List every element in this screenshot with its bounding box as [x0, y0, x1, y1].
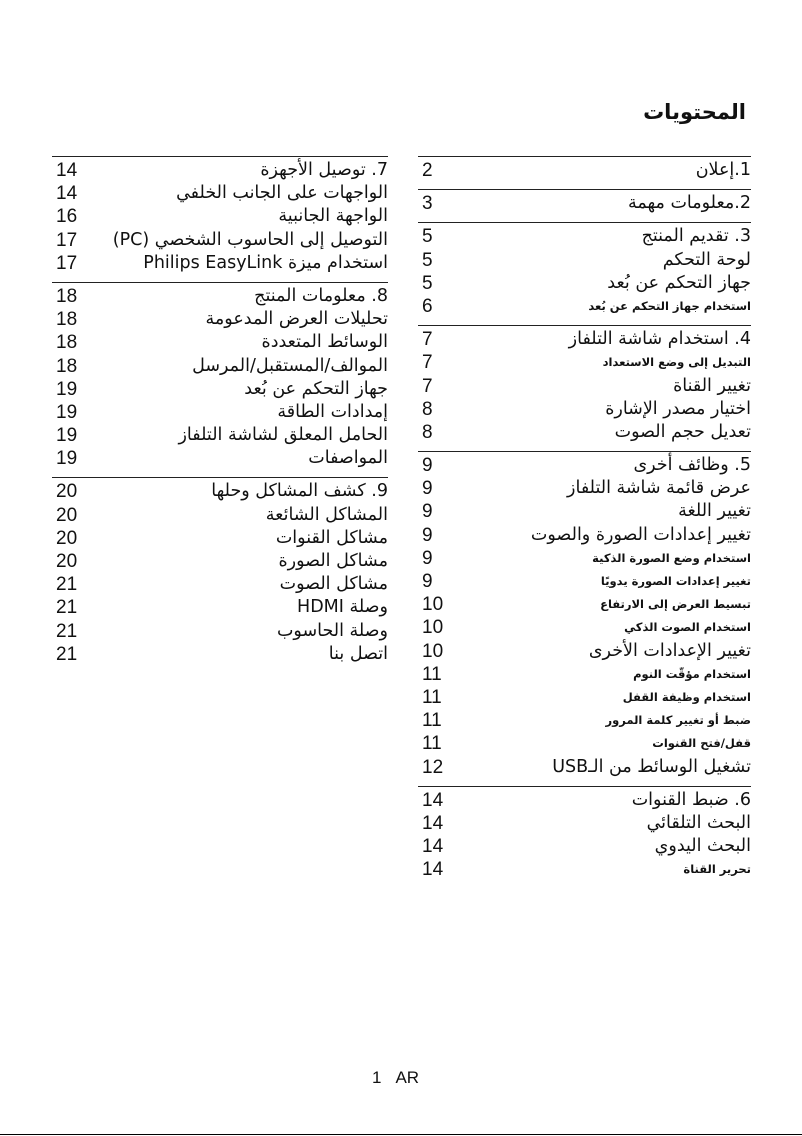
toc-page-number: 20 — [56, 527, 78, 549]
toc-entry[interactable] — [418, 812, 751, 835]
toc-entry-label: 2.معلومات مهمة — [627, 193, 751, 214]
toc-page-number: 7 — [422, 352, 433, 374]
toc-entry-label: تعديل حجم الصوت — [614, 421, 751, 442]
toc-entry-label: قفل/فتح القنوات — [652, 736, 751, 751]
toc-page-number: 9 — [422, 571, 433, 592]
toc-entry-label: 6. ضبط القنوات — [631, 789, 751, 810]
toc-entry-label: التوصيل إلى الحاسوب الشخصي (PC) — [112, 229, 388, 250]
toc-page-number: 9 — [422, 501, 433, 523]
toc-entry-label: 1.إعلان — [695, 160, 751, 180]
toc-entry[interactable] — [418, 295, 751, 318]
toc-entry-label: المواصفات — [308, 448, 388, 469]
toc-entry-label: استخدام جهاز التحكم عن بُعد — [588, 298, 751, 313]
toc-entry[interactable] — [52, 643, 388, 666]
toc-entry-label: تغيير الإعدادات الأخرى — [588, 640, 751, 661]
toc-entry-label: الوسائط المتعددة — [261, 332, 388, 353]
toc-page-number: 10 — [422, 594, 444, 616]
toc-page-number: 9 — [422, 524, 433, 546]
toc-entry[interactable] — [52, 447, 388, 470]
toc-entry[interactable] — [418, 709, 751, 732]
toc-page-number: 11 — [422, 733, 442, 755]
toc-page-number: 14 — [422, 859, 444, 881]
toc-page-number: 16 — [56, 206, 78, 228]
toc-entry-label: الواجهة الجانبية — [278, 206, 388, 227]
toc-page-number: 19 — [56, 448, 78, 470]
toc-page-number: 7 — [422, 375, 433, 397]
toc-entry[interactable] — [52, 378, 388, 401]
toc-page-number: 20 — [56, 481, 78, 503]
toc-page-number: 7 — [422, 329, 433, 351]
toc-page-number: 19 — [56, 378, 78, 400]
toc-entry[interactable] — [52, 596, 388, 619]
toc-entry[interactable] — [418, 858, 751, 881]
footer-page-number: 1 — [372, 1068, 382, 1087]
toc-entry-label: استخدام ميزة Philips EasyLink — [143, 252, 388, 273]
toc-section — [418, 156, 751, 182]
toc-entry[interactable] — [418, 225, 751, 248]
toc-entry-label: استخدام وظيفة القفل — [622, 689, 751, 704]
toc-entry-label: تحرير القناة — [683, 862, 751, 877]
toc-page-number: 10 — [422, 617, 444, 639]
toc-entry[interactable] — [418, 732, 751, 755]
toc-entry[interactable] — [418, 500, 751, 523]
toc-entry[interactable] — [52, 159, 388, 182]
toc-entry-label: مشاكل الصورة — [278, 551, 388, 571]
toc-section — [52, 477, 388, 666]
toc-entry-label: التبديل إلى وضع الاستعداد — [602, 355, 751, 370]
toc-entry[interactable] — [418, 421, 751, 444]
toc-entry-label: المشاكل الشائعة — [265, 504, 388, 525]
toc-entry[interactable] — [418, 524, 751, 547]
toc-entry[interactable] — [418, 328, 751, 351]
toc-entry-label: استخدام وضع الصورة الذكية — [592, 550, 751, 565]
toc-entry[interactable] — [418, 616, 751, 639]
toc-section — [418, 222, 751, 318]
toc-entry[interactable] — [52, 504, 388, 527]
toc-page-number: 14 — [56, 183, 78, 205]
toc-page-number: 9 — [422, 547, 433, 569]
toc-section — [418, 786, 751, 882]
toc-entry[interactable] — [52, 205, 388, 228]
toc-entry[interactable] — [52, 620, 388, 643]
toc-left-column — [52, 156, 388, 673]
toc-entry-label: تغيير إعدادات الصورة يدويًا — [600, 574, 751, 588]
toc-entry-label: 7. توصيل الأجهزة — [260, 160, 388, 180]
toc-entry-label: لوحة التحكم — [662, 249, 751, 270]
toc-entry-label: استخدام مؤقّت النوم — [633, 666, 751, 681]
toc-entry[interactable] — [52, 252, 388, 275]
toc-page-number: 14 — [422, 789, 444, 811]
toc-entry[interactable] — [52, 401, 388, 424]
toc-entry[interactable] — [418, 477, 751, 500]
toc-page-number: 21 — [56, 620, 78, 642]
toc-entry-label: 4. استخدام شاشة التلفاز — [568, 329, 751, 350]
page-footer — [372, 1068, 433, 1088]
toc-entry-label: تغيير اللغة — [678, 501, 751, 522]
toc-entry-label: تحليلات العرض المدعومة — [205, 309, 388, 330]
toc-entry[interactable] — [418, 192, 751, 215]
toc-entry[interactable] — [418, 756, 751, 779]
toc-page-number: 9 — [422, 455, 433, 477]
toc-entry-label: مشاكل القنوات — [275, 527, 388, 548]
toc-page-number: 17 — [56, 252, 78, 274]
toc-entry[interactable] — [418, 640, 751, 663]
toc-entry-label: عرض قائمة شاشة التلفاز — [567, 478, 751, 499]
toc-entry-label: البحث اليدوي — [654, 836, 751, 857]
toc-entry-label: الواجهات على الجانب الخلفي — [176, 183, 388, 204]
toc-page-number: 14 — [56, 160, 78, 181]
toc-entry-label: الموالف/المستقبل/المرسل — [192, 355, 388, 376]
toc-entry[interactable] — [418, 272, 751, 295]
toc-entry[interactable] — [52, 285, 388, 308]
toc-page-number: 11 — [422, 663, 442, 685]
toc-page-number: 18 — [56, 332, 78, 354]
toc-page-number: 8 — [422, 421, 433, 443]
toc-page-number: 20 — [56, 504, 78, 526]
toc-entry[interactable] — [52, 229, 388, 252]
toc-page-number: 10 — [422, 640, 444, 662]
toc-entry[interactable] — [418, 159, 751, 182]
toc-entry[interactable] — [52, 355, 388, 378]
toc-entry[interactable] — [418, 454, 751, 477]
toc-page-number: 18 — [56, 309, 78, 331]
toc-entry-label: وصلة الحاسوب — [276, 620, 388, 641]
toc-page-number: 14 — [422, 812, 444, 834]
toc-page-number: 18 — [56, 355, 78, 377]
toc-entry-label: تغيير إعدادات الصورة والصوت — [530, 524, 751, 545]
toc-entry[interactable] — [418, 351, 751, 374]
toc-page-number: 8 — [422, 398, 433, 420]
bottom-rule — [0, 1134, 802, 1135]
toc-entry-label: اختيار مصدر الإشارة — [605, 398, 751, 419]
toc-page-number: 12 — [422, 756, 444, 778]
toc-page-number: 19 — [56, 401, 78, 423]
toc-entry-label: جهاز التحكم عن بُعد — [244, 378, 388, 399]
toc-entry-label: تبسيط العرض إلى الارتفاع — [600, 597, 751, 612]
toc-entry[interactable] — [52, 480, 388, 503]
toc-page-number: 5 — [422, 249, 433, 271]
toc-section — [418, 189, 751, 215]
toc-entry-label: 9. كشف المشاكل وحلها — [211, 481, 388, 502]
toc-entry-label: جهاز التحكم عن بُعد — [607, 272, 751, 293]
toc-entry[interactable] — [418, 375, 751, 398]
toc-page-number: 11 — [422, 710, 442, 732]
page-title: المحتويات — [643, 100, 746, 124]
toc-page-number: 21 — [56, 574, 78, 596]
toc-page-number: 19 — [56, 425, 78, 447]
toc-entry-label: 8. معلومات المنتج — [254, 285, 388, 306]
toc-entry[interactable] — [418, 547, 751, 570]
toc-entry[interactable] — [52, 550, 388, 573]
toc-page-number: 20 — [56, 551, 78, 572]
toc-page-number: 5 — [422, 272, 433, 294]
toc-page-number: 9 — [422, 478, 433, 500]
toc-entry-label: 3. تقديم المنتج — [641, 226, 751, 247]
toc-entry-label: الحامل المعلق لشاشة التلفاز — [178, 425, 388, 446]
toc-entry-label: وصلة HDMI — [297, 597, 388, 618]
toc-page-number: 21 — [56, 597, 78, 619]
toc-page-number: 5 — [422, 226, 433, 248]
toc-entry[interactable] — [52, 424, 388, 447]
toc-page-number: 18 — [56, 285, 78, 307]
toc-entry[interactable] — [52, 308, 388, 331]
toc-page-number: 6 — [422, 295, 433, 317]
toc-entry[interactable] — [52, 182, 388, 205]
toc-entry[interactable] — [418, 663, 751, 686]
toc-section — [418, 325, 751, 444]
toc-entry[interactable] — [52, 527, 388, 550]
toc-entry-label: البحث التلقائي — [646, 812, 751, 833]
toc-entry[interactable] — [418, 686, 751, 709]
toc-entry-label: تغيير القناة — [673, 375, 751, 396]
toc-section — [418, 451, 751, 779]
toc-page-number: 3 — [422, 193, 433, 215]
toc-page-number: 11 — [422, 686, 442, 708]
toc-entry-label: 5. وظائف أخرى — [633, 455, 751, 476]
toc-entry[interactable] — [418, 249, 751, 272]
toc-section — [52, 282, 388, 471]
toc-page-number: 21 — [56, 643, 78, 665]
toc-page-number: 14 — [422, 836, 444, 858]
toc-entry[interactable] — [418, 570, 751, 593]
toc-entry-label: تشغيل الوسائط من الـUSB — [552, 756, 751, 777]
toc-right-column — [418, 156, 751, 888]
toc-page-number: 17 — [56, 229, 78, 251]
toc-entry[interactable] — [52, 331, 388, 354]
toc-entry[interactable] — [418, 398, 751, 421]
toc-page-number: 2 — [422, 160, 433, 181]
toc-entry[interactable] — [418, 789, 751, 812]
toc-entry[interactable] — [52, 573, 388, 596]
toc-section — [52, 156, 388, 275]
toc-entry-label: إمدادات الطاقة — [277, 401, 388, 422]
toc-entry-label: مشاكل الصوت — [279, 574, 388, 595]
footer-language: AR — [395, 1068, 420, 1087]
toc-entry-label: اتصل بنا — [328, 643, 388, 664]
toc-entry-label: استخدام الصوت الذكي — [624, 620, 751, 635]
toc-entry[interactable] — [418, 835, 751, 858]
toc-entry[interactable] — [418, 593, 751, 616]
toc-entry-label: ضبط أو تغيير كلمة المرور — [605, 713, 751, 728]
